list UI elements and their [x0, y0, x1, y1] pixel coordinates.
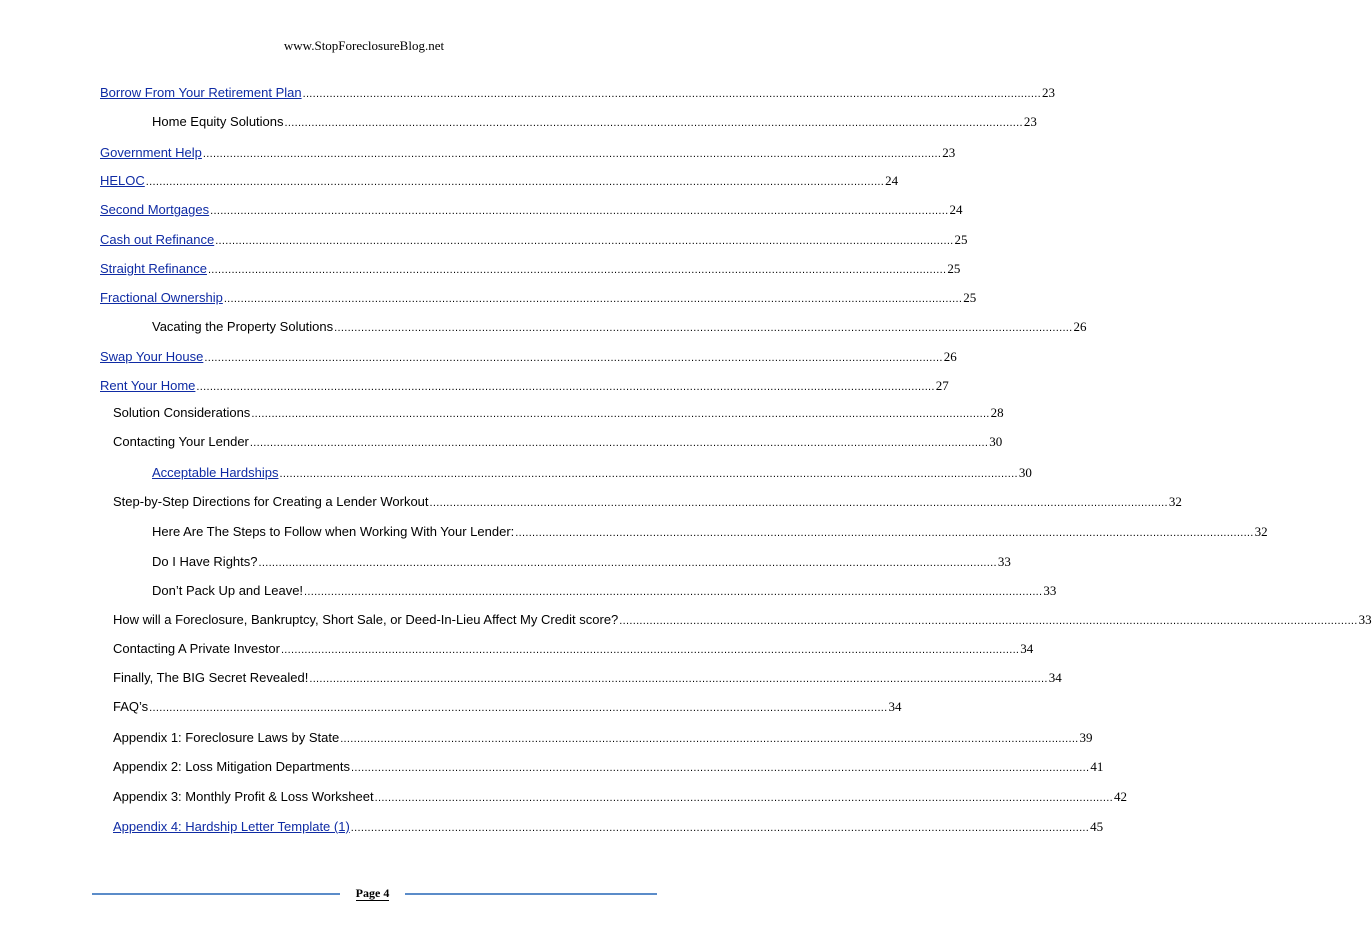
toc-page-number: 25 [954, 232, 968, 247]
toc-entry[interactable] [100, 201, 963, 219]
toc-entry-label[interactable]: Appendix 3: Monthly Profit & Loss Worksheet [113, 789, 374, 804]
toc-entry-label[interactable]: Vacating the Property Solutions [152, 319, 334, 334]
toc-page-number: 24 [885, 173, 899, 188]
toc-leader-dots: ............................................................................................................................................................................................................................ [149, 702, 888, 714]
toc-page-number: 33 [1043, 583, 1057, 598]
toc-entry[interactable] [100, 377, 949, 395]
toc-entry[interactable] [100, 144, 956, 162]
toc-entry-label[interactable]: Solution Considerations [113, 405, 251, 420]
toc-entry-label[interactable]: Home Equity Solutions [152, 114, 284, 129]
toc-entry-label[interactable]: Don’t Pack Up and Leave! [152, 583, 304, 598]
toc-entry-label[interactable]: Borrow From Your Retirement Plan [100, 85, 302, 100]
toc-entry-label[interactable]: Appendix 4: Hardship Letter Template (1) [113, 819, 350, 834]
toc-page-number: 28 [990, 405, 1004, 420]
toc-entry[interactable] [113, 758, 1104, 776]
toc-page-number: 26 [1073, 319, 1087, 334]
toc-entry[interactable] [113, 433, 1003, 451]
toc-entry-label[interactable]: Finally, The BIG Secret Revealed! [113, 670, 309, 685]
toc-leader-dots: ............................................................................................................................................................................................................................ [279, 468, 1018, 480]
toc-entry-label[interactable]: Appendix 2: Loss Mitigation Departments [113, 759, 351, 774]
toc-leader-dots: ............................................................................................................................................................................................................................ [619, 615, 1358, 627]
footer-page-label: Page 4 [355, 886, 390, 900]
toc-page-number: 24 [949, 202, 963, 217]
toc-leader-dots: ............................................................................................................................................................................................................................ [351, 762, 1090, 774]
toc-leader-dots: ............................................................................................................................................................................................................................ [249, 437, 989, 449]
toc-entry[interactable] [100, 348, 957, 366]
toc-leader-dots: ............................................................................................................................................................................................................................ [215, 235, 954, 247]
toc-leader-dots: ............................................................................................................................................................................................................................ [334, 322, 1073, 334]
toc-leader-dots: ............................................................................................................................................................................................................................ [145, 176, 885, 188]
toc-entry[interactable] [113, 788, 1127, 806]
toc-page-number: 25 [963, 290, 977, 305]
toc-entry-label[interactable]: FAQ’s [113, 699, 149, 714]
toc-entry-label[interactable]: Rent Your Home [100, 378, 196, 393]
toc-leader-dots: ............................................................................................................................................................................................................................ [515, 527, 1254, 539]
toc-entry-label[interactable]: Cash out Refinance [100, 232, 215, 247]
page-header: www.StopForeclosureBlog.net [283, 38, 445, 53]
toc-entry[interactable] [152, 523, 1268, 541]
footer-divider-left [92, 893, 340, 895]
toc-entry-label[interactable]: Step-by-Step Directions for Creating a Lender Workout [113, 494, 429, 509]
toc-entry-label[interactable]: Appendix 1: Foreclosure Laws by State [113, 730, 340, 745]
toc-entry[interactable] [113, 404, 1004, 422]
toc-entry[interactable] [113, 669, 1062, 687]
toc-entry[interactable] [100, 231, 968, 249]
toc-page-number: 34 [1020, 641, 1034, 656]
toc-entry[interactable] [152, 113, 1037, 131]
toc-page-number: 30 [1018, 465, 1032, 480]
toc-leader-dots: ............................................................................................................................................................................................................................ [284, 117, 1023, 129]
toc-entry[interactable] [113, 818, 1104, 836]
toc-entry[interactable] [152, 553, 1011, 571]
toc-entry-label[interactable]: HELOC [100, 173, 145, 188]
toc-entry-label[interactable]: Second Mortgages [100, 202, 210, 217]
toc-entry[interactable] [113, 640, 1034, 658]
toc-entry[interactable] [100, 260, 961, 278]
toc-entry[interactable] [152, 464, 1032, 482]
toc-entry-label[interactable]: Government Help [100, 145, 202, 160]
toc-entry-label[interactable]: Swap Your House [100, 349, 204, 364]
toc-leader-dots: ............................................................................................................................................................................................................................ [196, 381, 935, 393]
toc-page-number: 34 [1048, 670, 1062, 685]
toc-page-number: 23 [1041, 85, 1055, 100]
toc-leader-dots: ............................................................................................................................................................................................................................ [304, 586, 1043, 598]
toc-page-number: 42 [1113, 789, 1127, 804]
toc-entry[interactable] [113, 611, 1372, 629]
toc-leader-dots: ............................................................................................................................................................................................................................ [309, 673, 1048, 685]
toc-entry[interactable] [152, 582, 1057, 600]
toc-leader-dots: ............................................................................................................................................................................................................................ [350, 822, 1090, 834]
toc-page-number: 23 [942, 145, 956, 160]
toc-leader-dots: ............................................................................................................................................................................................................................ [302, 88, 1041, 100]
toc-page-number: 33 [997, 554, 1011, 569]
toc-leader-dots: ............................................................................................................................................................................................................................ [374, 792, 1113, 804]
toc-leader-dots: ............................................................................................................................................................................................................................ [210, 205, 949, 217]
toc-entry-label[interactable]: Acceptable Hardships [152, 465, 279, 480]
toc-page-number: 33 [1358, 612, 1372, 627]
footer-divider-right [405, 893, 657, 895]
toc-page-number: 34 [888, 699, 902, 714]
toc-page-number: 41 [1090, 759, 1104, 774]
toc-entry[interactable] [100, 84, 1055, 102]
toc-entry-label[interactable]: Contacting Your Lender [113, 434, 249, 449]
toc-entry[interactable] [113, 729, 1093, 747]
toc-leader-dots: ............................................................................................................................................................................................................................ [280, 644, 1020, 656]
toc-entry[interactable] [100, 172, 899, 190]
toc-page-number: 26 [943, 349, 957, 364]
toc-entry-label[interactable]: Do I Have Rights? [152, 554, 258, 569]
toc-page-number: 25 [947, 261, 961, 276]
toc-entry[interactable] [113, 493, 1182, 511]
toc-page-number: 32 [1168, 494, 1182, 509]
toc-entry[interactable] [113, 698, 902, 716]
toc-leader-dots: ............................................................................................................................................................................................................................ [204, 352, 943, 364]
toc-leader-dots: ............................................................................................................................................................................................................................ [251, 408, 990, 420]
toc-leader-dots: ............................................................................................................................................................................................................................ [223, 293, 963, 305]
toc-entry-label[interactable]: Contacting A Private Investor [113, 641, 280, 656]
toc-page-number: 39 [1079, 730, 1093, 745]
toc-page-number: 27 [935, 378, 949, 393]
toc-leader-dots: ............................................................................................................................................................................................................................ [202, 148, 942, 160]
toc-leader-dots: ............................................................................................................................................................................................................................ [429, 497, 1168, 509]
toc-page-number: 32 [1254, 524, 1268, 539]
toc-page-number: 30 [989, 434, 1003, 449]
toc-entry-label[interactable]: Fractional Ownership [100, 290, 223, 305]
toc-page-number: 23 [1023, 114, 1037, 129]
toc-entry[interactable] [152, 318, 1087, 336]
toc-entry-label[interactable]: Here Are The Steps to Follow when Working With Your Lender: [152, 524, 515, 539]
toc-entry-label[interactable]: Straight Refinance [100, 261, 207, 276]
toc-page-number: 45 [1090, 819, 1104, 834]
toc-leader-dots: ............................................................................................................................................................................................................................ [340, 733, 1079, 745]
toc-leader-dots: ............................................................................................................................................................................................................................ [258, 557, 997, 569]
toc-entry-label[interactable]: How will a Foreclosure, Bankruptcy, Short Sale, or Deed-In-Lieu Affect My Credit score? [113, 612, 619, 627]
toc-leader-dots: ............................................................................................................................................................................................................................ [207, 264, 947, 276]
footer-page-number [340, 886, 405, 901]
toc-entry[interactable] [100, 289, 977, 307]
